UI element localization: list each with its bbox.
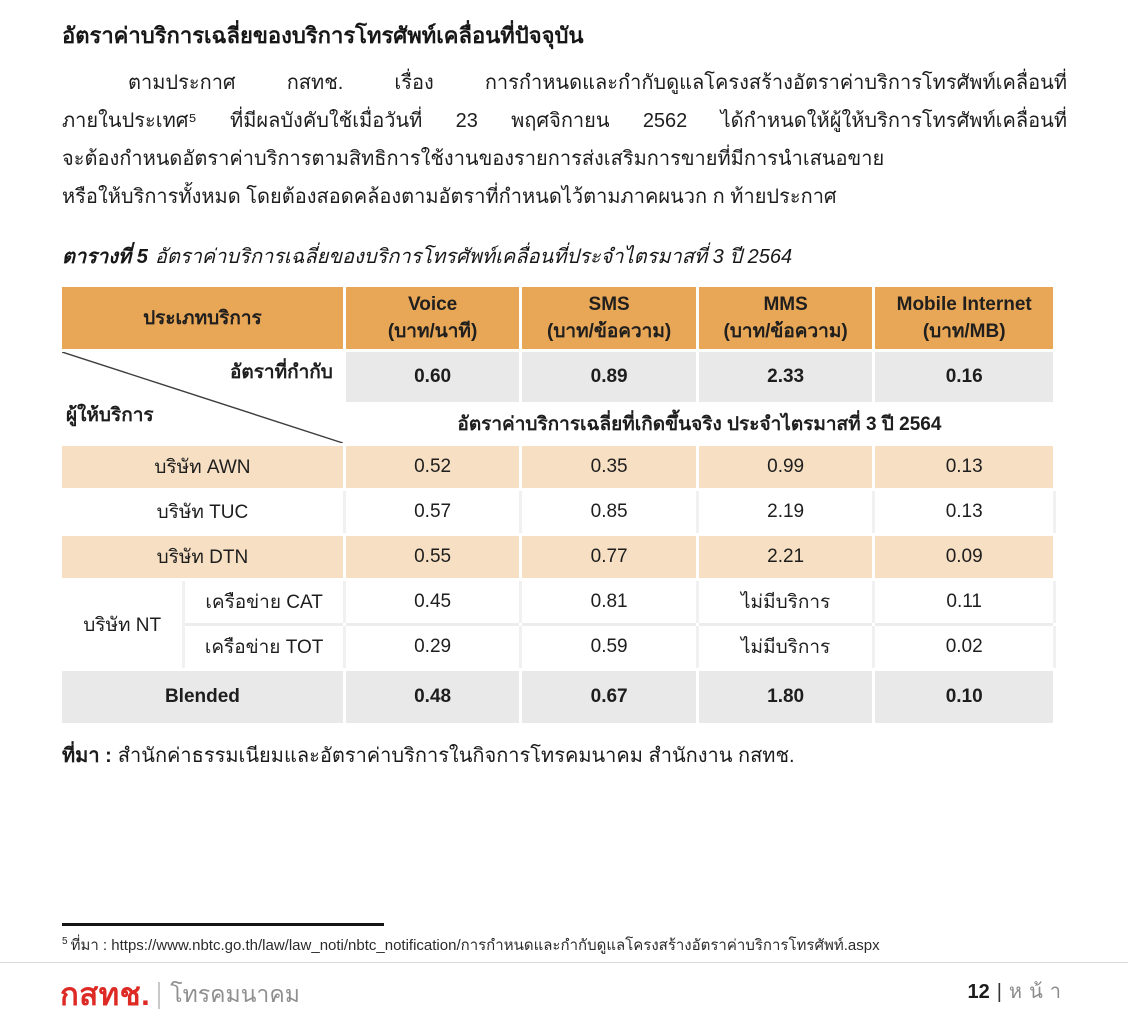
cat-internet: 0.11 <box>875 581 1053 623</box>
body-paragraph <box>62 64 1067 216</box>
table-caption <box>62 240 1067 272</box>
table-row-tuc <box>62 491 1053 533</box>
regulated-mms: 2.33 <box>699 352 873 402</box>
dtn-sms: 0.77 <box>522 536 696 578</box>
blended-voice: 0.48 <box>346 671 520 723</box>
cat-sms: 0.81 <box>522 581 696 623</box>
tuc-sms: 0.85 <box>522 491 696 533</box>
paragraph-line-3: จะต้องกำหนดอัตราค่าบริการตามสิทธิการใช้งานของรายการส่งเสริมการขายที่มีการนำเสนอขาย <box>62 148 885 170</box>
blended-mms: 1.80 <box>699 671 873 723</box>
col-header-sms: SMS (บาท/ข้อความ) <box>522 287 696 349</box>
company-label: บริษัท DTN <box>62 536 343 578</box>
tuc-internet: 0.13 <box>875 491 1053 533</box>
table-source <box>62 739 1067 771</box>
table-row-nt-tot <box>62 626 1053 668</box>
col-header-mms: MMS (บาท/ข้อความ) <box>699 287 873 349</box>
tot-sms: 0.59 <box>522 626 696 668</box>
dtn-internet: 0.09 <box>875 536 1053 578</box>
page-title: อัตราค่าบริการเฉลี่ยของบริการโทรศัพท์เคลื่อนที่ปัจจุบัน <box>62 23 584 48</box>
col-header-service-type: ประเภทบริการ <box>62 287 343 349</box>
cat-mms: ไม่มีบริการ <box>699 581 873 623</box>
network-label: เครือข่าย CAT <box>185 581 342 623</box>
source-prefix: ที่มา : <box>62 745 112 767</box>
page-number-label: หน้า <box>1008 981 1068 1003</box>
regulated-sms: 0.89 <box>522 352 696 402</box>
cat-voice: 0.45 <box>346 581 520 623</box>
regulated-voice: 0.60 <box>346 352 520 402</box>
awn-mms: 0.99 <box>699 446 873 488</box>
footer-brand-name: โทรคมนาคม <box>170 981 300 1007</box>
awn-sms: 0.35 <box>522 446 696 488</box>
col-header-mobile-internet: Mobile Internet (บาท/MB) <box>875 287 1053 349</box>
blended-label: Blended <box>62 671 343 723</box>
col-header-voice: Voice (บาท/นาที) <box>346 287 520 349</box>
dtn-voice: 0.55 <box>346 536 520 578</box>
awn-voice: 0.52 <box>346 446 520 488</box>
page-number: 12 <box>967 981 990 1003</box>
diagonal-header-cell <box>62 352 343 443</box>
diagonal-label-provider: ผู้ให้บริการ <box>66 405 154 426</box>
table-row-dtn <box>62 536 1053 578</box>
footnote-text: ที่มา : https://www.nbtc.go.th/law/law_noti/nbtc_notification/การกำหนดและกำกับดูแลโครงสร้างอัตราค่าบริการโทรศัพท์.aspx <box>70 937 880 954</box>
tot-voice: 0.29 <box>346 626 520 668</box>
page-footer <box>0 962 1128 1024</box>
table-caption-number: ตารางที่ 5 <box>62 246 148 268</box>
logo-divider <box>158 982 160 1009</box>
company-label-nt: บริษัท NT <box>62 581 182 668</box>
regulated-internet: 0.16 <box>875 352 1053 402</box>
rates-table <box>59 284 1056 726</box>
footnote-divider <box>62 923 384 926</box>
regulated-rate-row <box>62 352 1053 402</box>
table-caption-text: อัตราค่าบริการเฉลี่ยของบริการโทรศัพท์เคลื่อนที่ประจำไตรมาสที่ 3 ปี 2564 <box>154 246 793 268</box>
company-label: บริษัท AWN <box>62 446 343 488</box>
paragraph-line-1: ตามประกาศ กสทช. เรื่อง การกำหนดและกำกับดูแลโครงสร้างอัตราค่าบริการโทรศัพท์เคลื่อนที่ <box>128 72 1067 94</box>
footer-brand-block <box>60 969 300 1019</box>
awn-internet: 0.13 <box>875 446 1053 488</box>
tot-internet: 0.02 <box>875 626 1053 668</box>
actual-rate-subheader: อัตราค่าบริการเฉลี่ยที่เกิดขึ้นจริง ประจำไตรมาสที่ 3 ปี 2564 <box>346 405 1053 443</box>
network-label: เครือข่าย TOT <box>185 626 342 668</box>
company-label: บริษัท TUC <box>62 491 343 533</box>
blended-internet: 0.10 <box>875 671 1053 723</box>
tuc-mms: 2.19 <box>699 491 873 533</box>
nbtc-logo: กสทช. <box>60 977 151 1012</box>
page-number-separator: | <box>996 981 1002 1003</box>
table-row-awn <box>62 446 1053 488</box>
footnote-marker: 5 <box>62 936 68 947</box>
tuc-voice: 0.57 <box>346 491 520 533</box>
source-text: สำนักค่าธรรมเนียมและอัตราค่าบริการในกิจการโทรคมนาคม สำนักงาน กสทช. <box>117 745 795 767</box>
footnote <box>62 933 1072 957</box>
document-content <box>62 20 1067 771</box>
diagonal-label-regulated-rate: อัตราที่กำกับ <box>229 362 333 383</box>
paragraph-line-4: หรือให้บริการทั้งหมด โดยต้องสอดคล้องตามอัตราที่กำหนดไว้ตามภาคผนวก ก ท้ายประกาศ <box>62 186 837 208</box>
table-row-blended <box>62 671 1053 723</box>
table-header-row <box>62 287 1053 349</box>
page-number-block <box>967 975 1068 1007</box>
tot-mms: ไม่มีบริการ <box>699 626 873 668</box>
blended-sms: 0.67 <box>522 671 696 723</box>
dtn-mms: 2.21 <box>699 536 873 578</box>
table-row-nt-cat <box>62 581 1053 623</box>
paragraph-line-2: ภายในประเทศ⁵ ที่มีผลบังคับใช้เมื่อวันที่ 23 พฤศจิกายน 2562 ได้กำหนดให้ผู้ให้บริการโทรศัพท์เคลื่อนที่ <box>62 110 1067 132</box>
